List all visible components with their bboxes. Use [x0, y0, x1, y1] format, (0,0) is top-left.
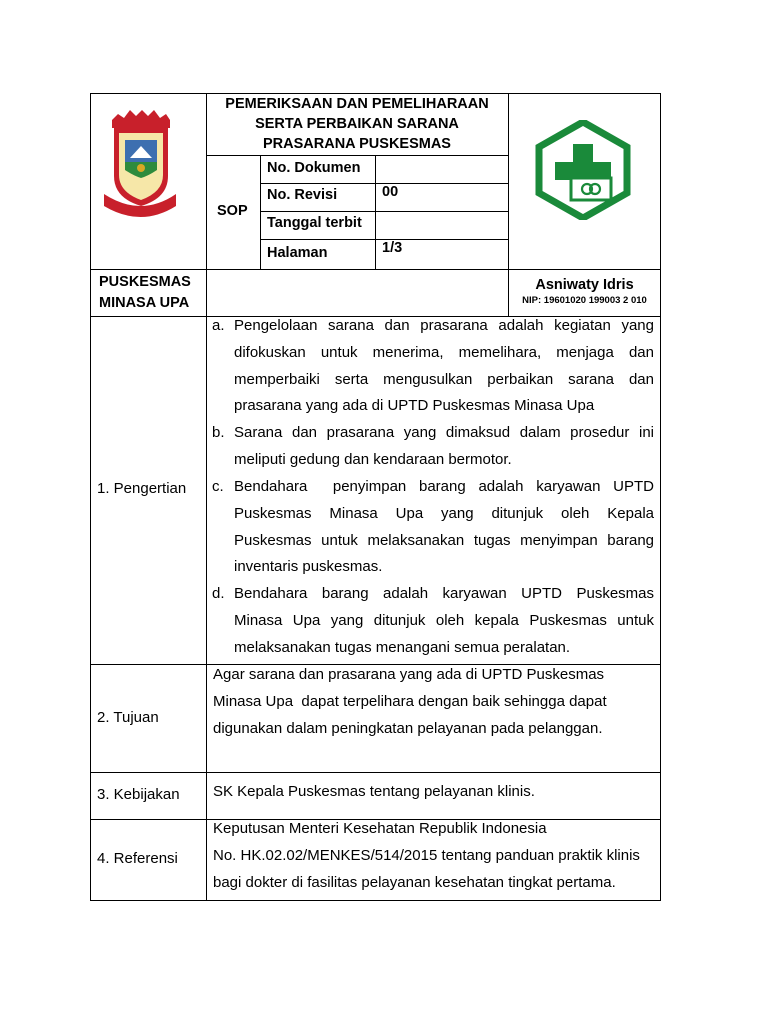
document-title: [206, 93, 508, 154]
text-line: Bendahara barang adalah karyawan UPTD Puskesmas: [234, 585, 654, 602]
field-value-halaman: 1/3: [382, 240, 403, 256]
list-item: [212, 420, 654, 474]
title-divider: [206, 155, 508, 156]
column-divider: [260, 155, 261, 269]
text-line: inventaris puskesmas.: [234, 558, 383, 576]
list-marker: a.: [212, 317, 225, 334]
field-value-no-revisi: 00: [382, 184, 399, 200]
title-line: PEMERIKSAAN DAN PEMELIHARAAN: [225, 96, 489, 112]
text-line: Minasa Upa yang ditunjuk oleh kepala Puskesmas untuk: [234, 611, 654, 629]
signer-nip: NIP: 19601020 199003 2 010: [522, 295, 647, 306]
signer-name: Asniwaty Idris: [535, 277, 634, 293]
text-line: melaksanakan tugas menangani semua peralatan.: [234, 638, 571, 656]
text-line: Pengelolaan sarana dan prasarana adalah kegiatan yang: [234, 317, 654, 334]
field-label-tanggal-terbit: Tanggal terbit: [267, 215, 362, 231]
list-item: [212, 474, 654, 581]
sop-label: SOP: [217, 203, 248, 219]
text-line: memperbaiki serta mengusulkan perbaikan sarana dan: [234, 370, 654, 388]
health-cross-icon: [535, 120, 631, 220]
section-text-referensi: [213, 815, 653, 896]
text-line: Puskesmas untuk melaksanakan tugas menyimpan barang: [234, 531, 654, 549]
text-line: Bendahara penyimpan barang adalah karyawan UPTD: [234, 478, 654, 495]
puskesmas-logo: [535, 120, 631, 220]
column-divider: [206, 93, 207, 901]
field-label-no-revisi: No. Revisi: [267, 187, 338, 203]
title-line: SERTA PERBAIKAN SARANA: [255, 116, 459, 132]
text-line: Keputusan Menteri Kesehatan Republik Indonesia: [213, 820, 547, 837]
section-text-tujuan: [213, 661, 653, 742]
text-line: Minasa Upa dapat terpelihara dengan baik sehingga dapat: [213, 693, 607, 710]
org-line: MINASA UPA: [99, 295, 190, 311]
section-text-kebijakan: [213, 778, 653, 805]
section-label-kebijakan: 3. Kebijakan: [97, 786, 180, 803]
section-label-pengertian: 1. Pengertian: [97, 480, 187, 497]
field-label-no-dokumen: No. Dokumen: [267, 160, 361, 176]
list-marker: b.: [212, 424, 225, 441]
row-divider: [90, 269, 661, 270]
organization-name: [99, 272, 191, 314]
list-marker: d.: [212, 585, 225, 602]
section-label-tujuan: 2. Tujuan: [97, 709, 159, 726]
list-item: [212, 581, 654, 661]
column-divider: [375, 155, 376, 269]
title-line: PRASARANA PUSKESMAS: [263, 136, 451, 152]
list-marker: c.: [212, 478, 224, 495]
text-line: difokuskan untuk menerima, memelihara, menjaga dan: [234, 343, 654, 361]
text-line: digunakan dalam peningkatan pelayanan pada pelanggan.: [213, 720, 603, 737]
section-label-referensi: 4. Referensi: [97, 850, 178, 867]
text-line: bagi dokter di fasilitas pelayanan kesehatan tingkat pertama.: [213, 874, 616, 891]
row-divider: [90, 772, 661, 773]
text-line: No. HK.02.02/MENKES/514/2015 tentang panduan praktik klinis: [213, 847, 640, 864]
signer-block: [508, 276, 661, 308]
field-label-halaman: Halaman: [267, 245, 328, 261]
text-line: Puskesmas Minasa Upa yang ditunjuk oleh Kepala: [234, 504, 654, 522]
text-line: Agar sarana dan prasarana yang ada di UPTD Puskesmas: [213, 666, 605, 683]
text-line: prasarana yang ada di UPTD Puskesmas Minasa Upa: [234, 397, 595, 415]
emblem-icon: [100, 106, 180, 224]
text-line: meliputi gedung dan kendaraan bermotor.: [234, 450, 512, 468]
org-line: PUSKESMAS: [99, 274, 191, 290]
regional-emblem-logo: [100, 106, 180, 224]
text-line: SK Kepala Puskesmas tentang pelayanan klinis.: [213, 783, 535, 800]
list-item: [212, 313, 654, 420]
field-divider: [260, 211, 508, 212]
text-line: Sarana dan prasarana yang dimaksud dalam prosedur ini: [234, 424, 654, 441]
